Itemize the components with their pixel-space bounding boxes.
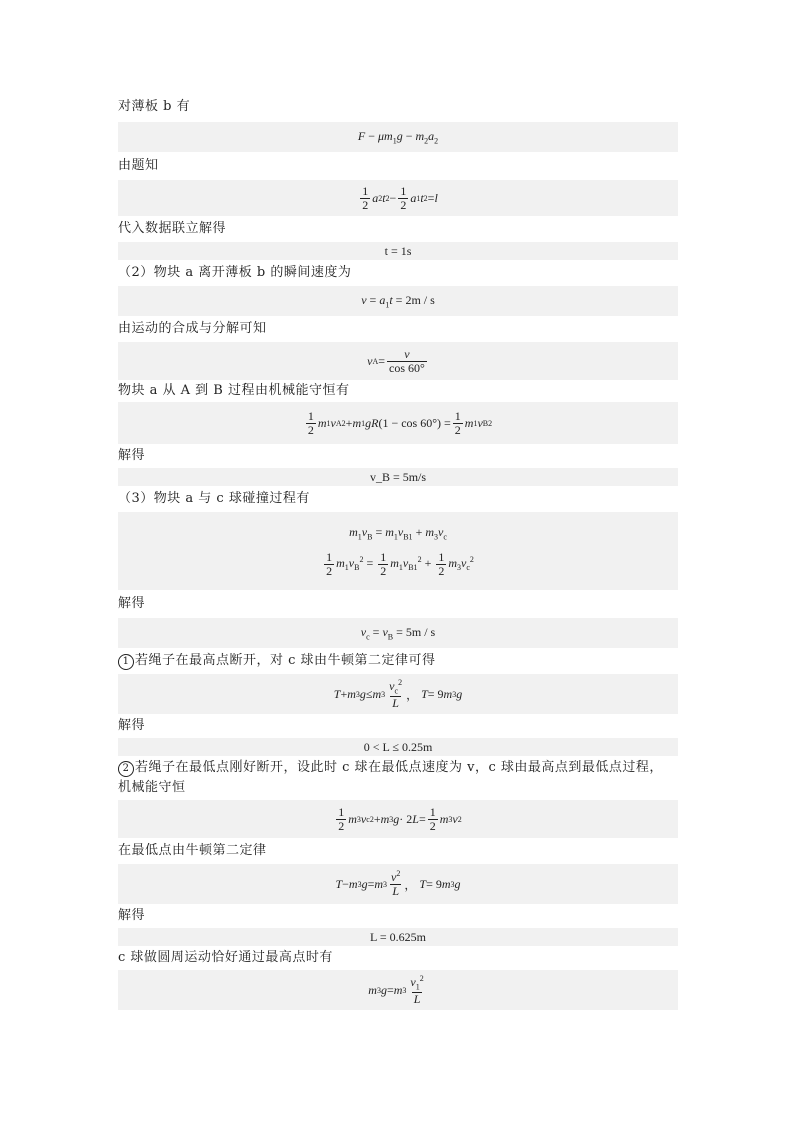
text-line: （3）物块 a 与 c 球碰撞过程有	[118, 491, 310, 506]
equation-l-value-text: L = 0.625m	[370, 929, 426, 944]
equation-displacement: $\frac{1}{2}$ a 2 t 2 − $\frac{1}{2}$ a 1 t 2 = l	[118, 180, 678, 216]
equation-l-range-text: 0 < L ≤ 0.25m	[363, 739, 433, 754]
equation-energy-c: $\frac{1}{2}$ m 3 v c 2 + m 3 g · 2 L = $\frac{1}{2}$ m 3 v 2	[118, 800, 678, 838]
text-line: 由题知	[118, 158, 159, 173]
equation-time	[118, 242, 678, 260]
text-line: 由运动的合成与分解可知	[118, 321, 267, 336]
text-line: 解得	[118, 908, 146, 923]
text-line-content: 若绳子在最低点刚好断开，设此时 c 球在最低点速度为 v，c 球由最高点到最低点过程，	[135, 760, 663, 775]
equation-l-value	[118, 928, 678, 946]
equation-bottom-break: T − m 3 g = m 3 $\frac{v^2}{L}$ ， T = 9 m 3 g	[118, 864, 678, 904]
text-line	[118, 648, 678, 674]
circled-number: 2	[118, 761, 134, 777]
text-line	[118, 756, 678, 778]
text-line: 解得	[118, 448, 146, 463]
equation-force-b: $F - \mu m_1g - m_2a_2$	[118, 122, 678, 152]
solution-page	[118, 92, 678, 1010]
text-line: 在最低点由牛顿第二定律	[118, 843, 267, 858]
equation-top-break: T + m 3 g ≤ m 3 $\frac{v_c^2}{L}$ ， T = 9 m 3 g	[118, 674, 678, 714]
equation-top-pass: m 3 g = m 3 $\frac{v_1^2}{L}$	[118, 970, 678, 1010]
text-line: 解得	[118, 596, 146, 611]
text-line: 物块 a 从 A 到 B 过程由机械能守恒有	[118, 383, 350, 398]
text-line: 机械能守恒	[118, 780, 186, 795]
equation-energy-ab: $\frac{1}{2}$ m 1 v A 2 + m 1 gR (1 − cos 60°) = $\frac{1}{2}$ m 1 v B 2	[118, 402, 678, 444]
equation-decomposition: v A = $\frac{v}{\cos 60^\circ}$	[118, 342, 678, 380]
equation-l-range	[118, 738, 678, 756]
equation-velocity: $v = a_1t = 2m / s$	[118, 286, 678, 316]
equation-vb	[118, 468, 678, 486]
text-line: （2）物块 a 离开薄板 b 的瞬间速度为	[118, 265, 352, 280]
equation-vc: $v_c = v_B = 5m / s$	[118, 618, 678, 648]
text-line: 代入数据联立解得	[118, 221, 227, 236]
equation-vb-text: v_B = 5m/s	[369, 469, 427, 484]
text-line: 对薄板 b 有	[118, 99, 191, 114]
text-line-content: 若绳子在最高点断开，对 c 球由牛顿第二定律可得	[135, 653, 436, 668]
circled-number: 1	[118, 654, 134, 670]
text-line: 解得	[118, 718, 146, 733]
text-line: c 球做圆周运动恰好通过最高点时有	[118, 950, 333, 965]
equation-time-text: t = 1s	[384, 243, 412, 258]
equation-collision: $m_1v_B = m_1v_{B1} + m_3v_c$ $\frac{1}{2}$ $m_1v_B^2$ = $\frac{1}{2}$ $m_1v_{B1}^2$ + $\frac{1}{2}$ $m_3v_c^2$	[118, 512, 678, 590]
